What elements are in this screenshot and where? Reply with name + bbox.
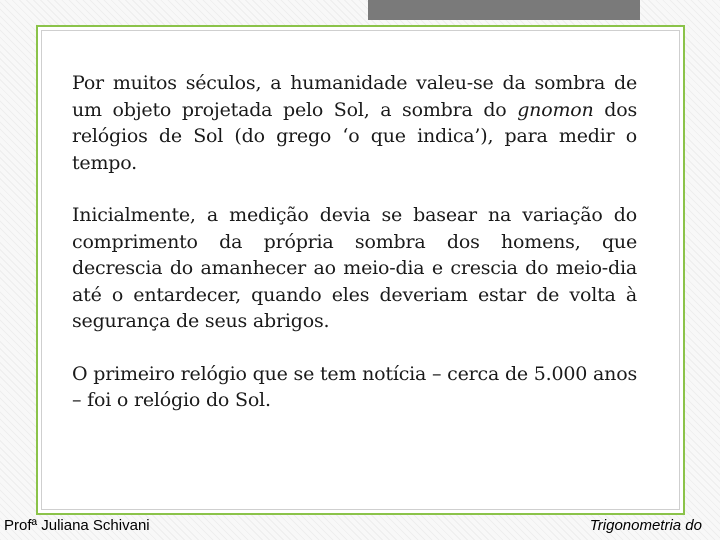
paragraph-shadow-measurement: Inicialmente, a medição devia se basear na variação do comprimento da própria sombra dos homens, que decrescia do amanhecer ao meio-dia e crescia do meio-dia até o entardecer, quando eles deveriam estar de volta à segurança de seus abrigos. [72,204,637,332]
paragraph-1-text: Por muitos séculos, a humanidade valeu-se da sombra de um objeto projetada pelo Sol, a sombra do [72,72,637,121]
footer-subject: Trigonometria do [589,517,702,534]
paragraph-gnomon [72,70,637,176]
gnomon-term: gnomon [517,98,594,121]
paragraph-first-clock: O primeiro relógio que se tem notícia – cerca de 5.000 anos – foi o relógio do Sol. [72,362,637,411]
footer-author: Profª Juliana Schivani [4,517,150,534]
paragraph-1-text-end: dos relógios de Sol (do grego ‘o que indica’), para medir o tempo. [72,98,637,174]
slide-body [72,70,637,414]
decorative-corner-tab [368,0,640,20]
